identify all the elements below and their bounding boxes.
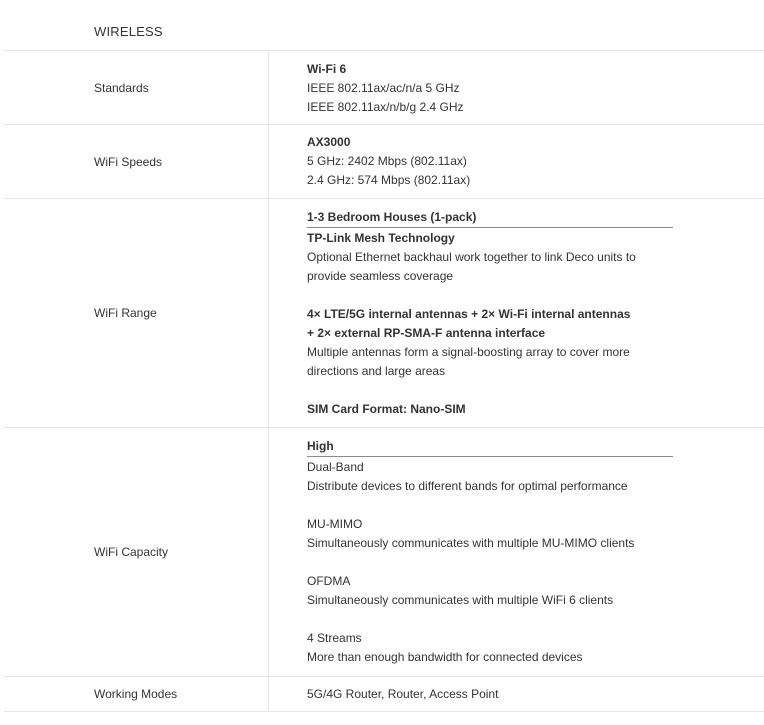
section-header	[4, 0, 764, 51]
capacity-title: High	[307, 436, 673, 457]
spec-label-modes: Working Modes	[4, 677, 269, 711]
standards-line-24ghz: IEEE 802.11ax/n/b/g 2.4 GHz	[307, 100, 464, 114]
spec-value-capacity	[269, 428, 764, 676]
spec-label-speeds: WiFi Speeds	[4, 125, 269, 198]
speeds-line-5ghz: 5 GHz: 2402 Mbps (802.11ax)	[307, 154, 467, 168]
capacity-ofdma-desc: Simultaneously communicates with multiple WiFi 6 clients	[307, 593, 614, 607]
spec-value-speeds	[269, 125, 764, 198]
capacity-dualband-title: Dual-Band	[307, 460, 364, 474]
spec-row-modes	[4, 677, 764, 712]
range-sim-format: SIM Card Format: Nano-SIM	[307, 402, 466, 416]
spec-label-standards: Standards	[4, 51, 269, 124]
spacer	[307, 496, 744, 515]
spec-label-capacity: WiFi Capacity	[4, 428, 269, 676]
spec-value-modes	[269, 677, 764, 711]
range-mesh-title: TP-Link Mesh Technology	[307, 231, 455, 245]
capacity-mumimo-title: MU-MIMO	[307, 517, 363, 531]
speeds-line-24ghz: 2.4 GHz: 574 Mbps (802.11ax)	[307, 173, 471, 187]
range-antenna-title2: + 2× external RP-SMA-F antenna interface	[307, 326, 546, 340]
spec-row-range	[4, 199, 764, 428]
range-mesh-line1: Optional Ethernet backhaul work together to link Deco units to	[307, 250, 636, 264]
range-title: 1-3 Bedroom Houses (1-pack)	[307, 207, 673, 228]
section-title: WIRELESS	[94, 24, 163, 39]
capacity-ofdma-title: OFDMA	[307, 574, 351, 588]
capacity-mumimo-desc: Simultaneously communicates with multiple MU-MIMO clients	[307, 536, 635, 550]
spacer	[307, 553, 744, 572]
range-antenna-title1: 4× LTE/5G internal antennas + 2× Wi-Fi internal antennas	[307, 307, 631, 321]
capacity-dualband-desc: Distribute devices to different bands for optimal performance	[307, 479, 628, 493]
range-mesh-line2: provide seamless coverage	[307, 269, 454, 283]
spec-row-capacity	[4, 428, 764, 677]
spec-label-range: WiFi Range	[4, 199, 269, 427]
spec-row-standards	[4, 51, 764, 125]
range-antenna-line2: directions and large areas	[307, 364, 446, 378]
range-antenna-line1: Multiple antennas form a signal-boosting array to cover more	[307, 345, 630, 359]
wireless-spec-table	[4, 0, 764, 712]
spec-value-standards	[269, 51, 764, 124]
speeds-title: AX3000	[307, 135, 351, 149]
capacity-streams-desc: More than enough bandwidth for connected devices	[307, 650, 583, 664]
spacer	[307, 286, 744, 305]
standards-title: Wi-Fi 6	[307, 62, 347, 76]
modes-value: 5G/4G Router, Router, Access Point	[307, 686, 499, 701]
capacity-streams-title: 4 Streams	[307, 631, 362, 645]
spacer	[307, 610, 744, 629]
spec-row-speeds	[4, 125, 764, 199]
spec-value-range	[269, 199, 764, 427]
spacer	[307, 381, 744, 400]
standards-line-5ghz: IEEE 802.11ax/ac/n/a 5 GHz	[307, 81, 460, 95]
